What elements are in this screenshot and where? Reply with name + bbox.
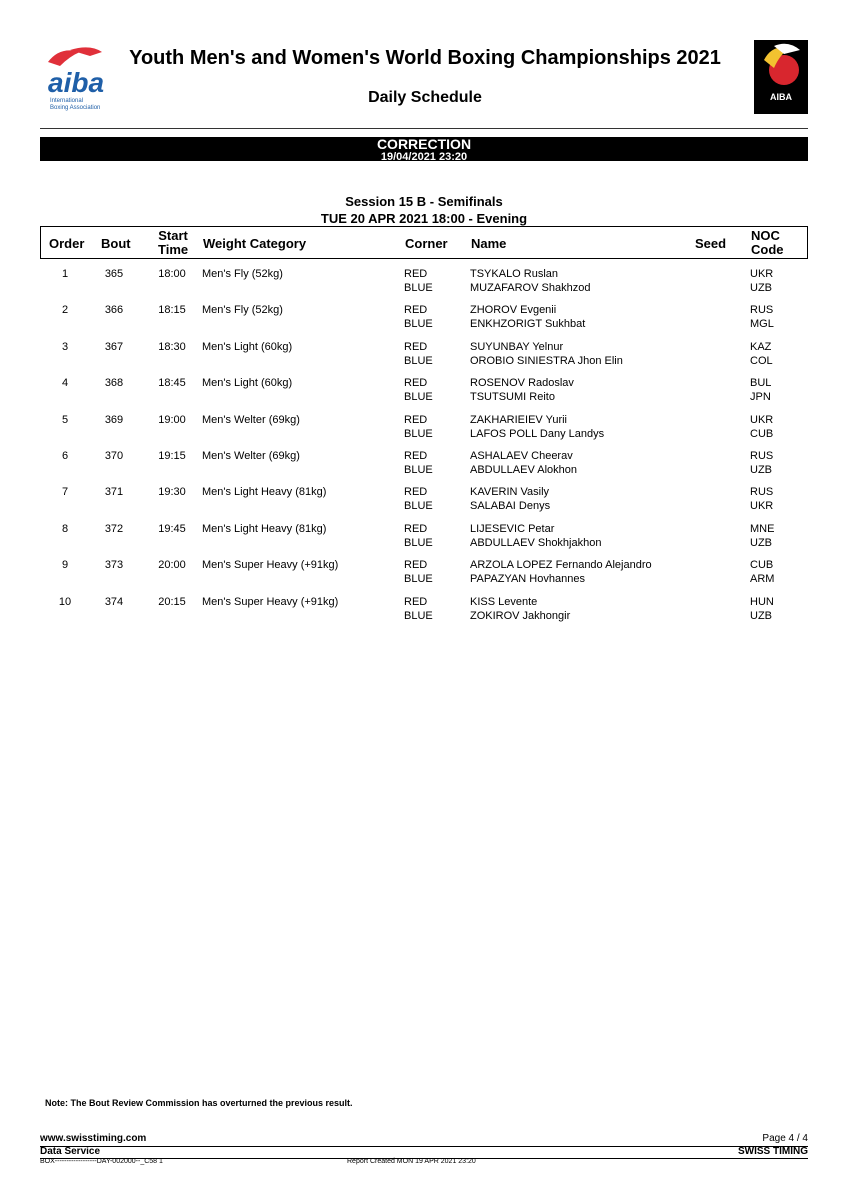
blue-noc: UZB: [750, 464, 772, 476]
table-header: [40, 226, 808, 259]
correction-label: CORRECTION: [376, 137, 472, 152]
blue-noc: UZB: [750, 609, 772, 622]
bout-order: 5: [61, 413, 69, 426]
bout-number: 374: [104, 595, 124, 608]
red-boxer-name: ROSENOV Radoslav: [470, 377, 574, 390]
bout-time: 18:15: [158, 304, 186, 317]
red-boxer-name: SUYUNBAY Yelnur: [470, 340, 564, 353]
bout-order: 6: [61, 450, 69, 462]
bout-time: 19:45: [158, 522, 186, 535]
blue-noc: UZB: [750, 536, 772, 549]
corner-red: RED: [404, 595, 428, 608]
red-noc: KAZ: [750, 340, 772, 353]
svg-text:AIBA: AIBA: [770, 92, 792, 102]
corner-red: RED: [404, 486, 428, 499]
weight-category: Men's Super Heavy (+91kg): [202, 595, 339, 608]
corner-red: RED: [404, 559, 428, 572]
blue-boxer-name: PAPAZYAN Hovhannes: [470, 573, 585, 586]
red-noc: RUS: [750, 450, 774, 462]
table-row: [40, 267, 808, 301]
red-boxer-name: KAVERIN Vasily: [470, 486, 550, 499]
col-start-time: [158, 229, 188, 257]
weight-category: Men's Welter (69kg): [202, 450, 300, 462]
blue-boxer-name: SALABAI Denys: [470, 500, 551, 513]
table-row: [40, 413, 808, 447]
corner-blue: BLUE: [404, 391, 433, 404]
correction-banner: [40, 137, 808, 161]
col-order: Order: [49, 236, 85, 251]
bout-time: 20:00: [158, 559, 186, 572]
blue-boxer-name: ENKHZORIGT Sukhbat: [470, 318, 586, 331]
col-noc-line2: Code: [751, 242, 784, 257]
bout-time: 18:45: [158, 377, 186, 390]
corner-blue: BLUE: [404, 500, 433, 513]
corner-blue: BLUE: [404, 573, 433, 586]
corner-red: RED: [404, 450, 428, 462]
col-noc-line1: NOC: [751, 228, 780, 243]
weight-category: Men's Fly (52kg): [202, 268, 283, 280]
bout-order: 2: [61, 304, 69, 317]
weight-category: Men's Super Heavy (+91kg): [202, 559, 339, 572]
weight-category: Men's Light (60kg): [202, 377, 293, 390]
corner-blue: BLUE: [404, 318, 433, 331]
bout-order: 3: [61, 340, 69, 353]
corner-blue: BLUE: [404, 609, 433, 622]
session-title: Session 15 B - Semifinals: [345, 194, 503, 209]
bout-number: 369: [104, 413, 124, 426]
red-noc: BUL: [750, 377, 772, 390]
table-row: [40, 522, 808, 556]
col-noc: [751, 229, 784, 257]
footer-service: Data Service: [40, 1146, 101, 1157]
corner-red: RED: [404, 304, 428, 317]
weight-category: Men's Light Heavy (81kg): [202, 486, 327, 499]
bout-number: 373: [104, 559, 124, 572]
page-title: Youth Men's and Women's World Boxing Championships 2021: [129, 47, 721, 69]
bout-number: 368: [104, 377, 124, 390]
corner-blue: BLUE: [404, 282, 433, 294]
blue-boxer-name: OROBIO SINIESTRA Jhon Elin: [470, 354, 623, 367]
red-noc: HUN: [750, 595, 774, 608]
corner-blue: BLUE: [404, 536, 433, 549]
header-divider: [40, 128, 808, 129]
red-boxer-name: KISS Levente: [470, 595, 538, 608]
bout-number: 371: [104, 486, 124, 499]
bout-number: 370: [104, 450, 124, 462]
table-row: [40, 558, 808, 592]
footer-website[interactable]: www.swisstiming.com: [40, 1133, 147, 1144]
blue-boxer-name: MUZAFAROV Shakhzod: [470, 282, 591, 294]
bout-order: 10: [58, 595, 72, 608]
corner-blue: BLUE: [404, 427, 433, 440]
corner-red: RED: [404, 413, 428, 426]
bout-time: 19:15: [158, 450, 186, 462]
table-row: [40, 595, 808, 629]
bout-number: 365: [104, 268, 124, 280]
red-boxer-name: ASHALAEV Cheerav: [470, 450, 573, 462]
bout-time: 19:30: [158, 486, 186, 499]
footer-report-created: Report Created MON 19 APR 2021 23:20: [347, 1158, 476, 1165]
red-boxer-name: TSYKALO Ruslan: [470, 268, 559, 280]
col-bout: Bout: [101, 236, 131, 251]
table-row: [40, 376, 808, 410]
svg-text:International: International: [50, 98, 84, 104]
bout-order: 8: [61, 522, 69, 535]
blue-noc: COL: [750, 354, 773, 367]
bout-time: 18:30: [158, 340, 186, 353]
footer-page: Page 4 / 4: [762, 1133, 808, 1144]
blue-noc: UKR: [750, 500, 774, 513]
footer-brand: SWISS TIMING: [738, 1146, 808, 1157]
red-noc: UKR: [750, 268, 774, 280]
blue-boxer-name: LAFOS POLL Dany Landys: [470, 427, 605, 440]
red-noc: RUS: [750, 304, 774, 317]
red-noc: MNE: [750, 522, 775, 535]
blue-noc: MGL: [750, 318, 774, 331]
blue-noc: JPN: [750, 391, 771, 404]
bout-number: 372: [104, 522, 124, 535]
red-boxer-name: LIJESEVIC Petar: [470, 522, 555, 535]
footer-code: BOX------------------DAY-002000--_C58 1: [40, 1158, 163, 1165]
weight-category: Men's Light (60kg): [202, 340, 293, 353]
session-datetime: TUE 20 APR 2021 18:00 - Evening: [320, 211, 528, 226]
blue-noc: CUB: [750, 427, 774, 440]
col-seed: Seed: [695, 236, 727, 251]
corner-red: RED: [404, 340, 428, 353]
corner-red: RED: [404, 268, 428, 280]
bout-number: 366: [104, 304, 124, 317]
corner-blue: BLUE: [404, 354, 433, 367]
col-corner: Corner: [405, 236, 448, 251]
bout-time: 20:15: [158, 595, 186, 608]
bout-time: 19:00: [158, 413, 186, 426]
corner-blue: BLUE: [404, 464, 433, 476]
bout-order: 1: [61, 268, 69, 280]
table-row: [40, 449, 808, 483]
red-boxer-name: ARZOLA LOPEZ Fernando Alejandro: [470, 559, 652, 572]
svg-text:aiba: aiba: [48, 67, 105, 98]
bout-order: 7: [61, 486, 69, 499]
page-subtitle: Daily Schedule: [368, 89, 482, 106]
corner-red: RED: [404, 377, 428, 390]
bout-time: 18:00: [158, 268, 186, 280]
red-boxer-name: ZAKHARIEIEV Yurii: [470, 413, 567, 426]
correction-timestamp: 19/04/2021 23:20: [380, 151, 468, 161]
weight-category: Men's Fly (52kg): [202, 304, 283, 317]
bout-number: 367: [104, 340, 124, 353]
bout-order: 9: [61, 559, 69, 572]
col-start-line2: Time: [158, 242, 189, 257]
red-noc: RUS: [750, 486, 774, 499]
blue-boxer-name: ABDULLAEV Alokhon: [470, 464, 578, 476]
table-row: [40, 303, 808, 337]
red-noc: UKR: [750, 413, 774, 426]
weight-category: Men's Light Heavy (81kg): [202, 522, 327, 535]
session-heading: [40, 193, 808, 227]
weight-category: Men's Welter (69kg): [202, 413, 300, 426]
footer-divider: [40, 1146, 808, 1147]
championship-logo: [754, 40, 808, 114]
table-row: [40, 340, 808, 374]
col-name: Name: [471, 236, 507, 251]
red-noc: CUB: [750, 559, 774, 572]
blue-noc: UZB: [750, 282, 772, 294]
blue-boxer-name: ABDULLAEV Shokhjakhon: [470, 536, 602, 549]
red-boxer-name: ZHOROV Evgenii: [470, 304, 557, 317]
footnote: Note: The Bout Review Commission has overturned the previous result.: [45, 1098, 353, 1108]
table-row: [40, 485, 808, 519]
blue-boxer-name: TSUTSUMI Reito: [470, 391, 555, 404]
col-weight: Weight Category: [203, 236, 307, 251]
corner-red: RED: [404, 522, 428, 535]
svg-text:Boxing Association: Boxing Association: [50, 105, 101, 111]
bout-order: 4: [61, 377, 69, 390]
blue-boxer-name: ZOKIROV Jakhongir: [470, 609, 571, 622]
blue-noc: ARM: [750, 573, 775, 586]
col-start-line1: Start: [158, 228, 188, 243]
